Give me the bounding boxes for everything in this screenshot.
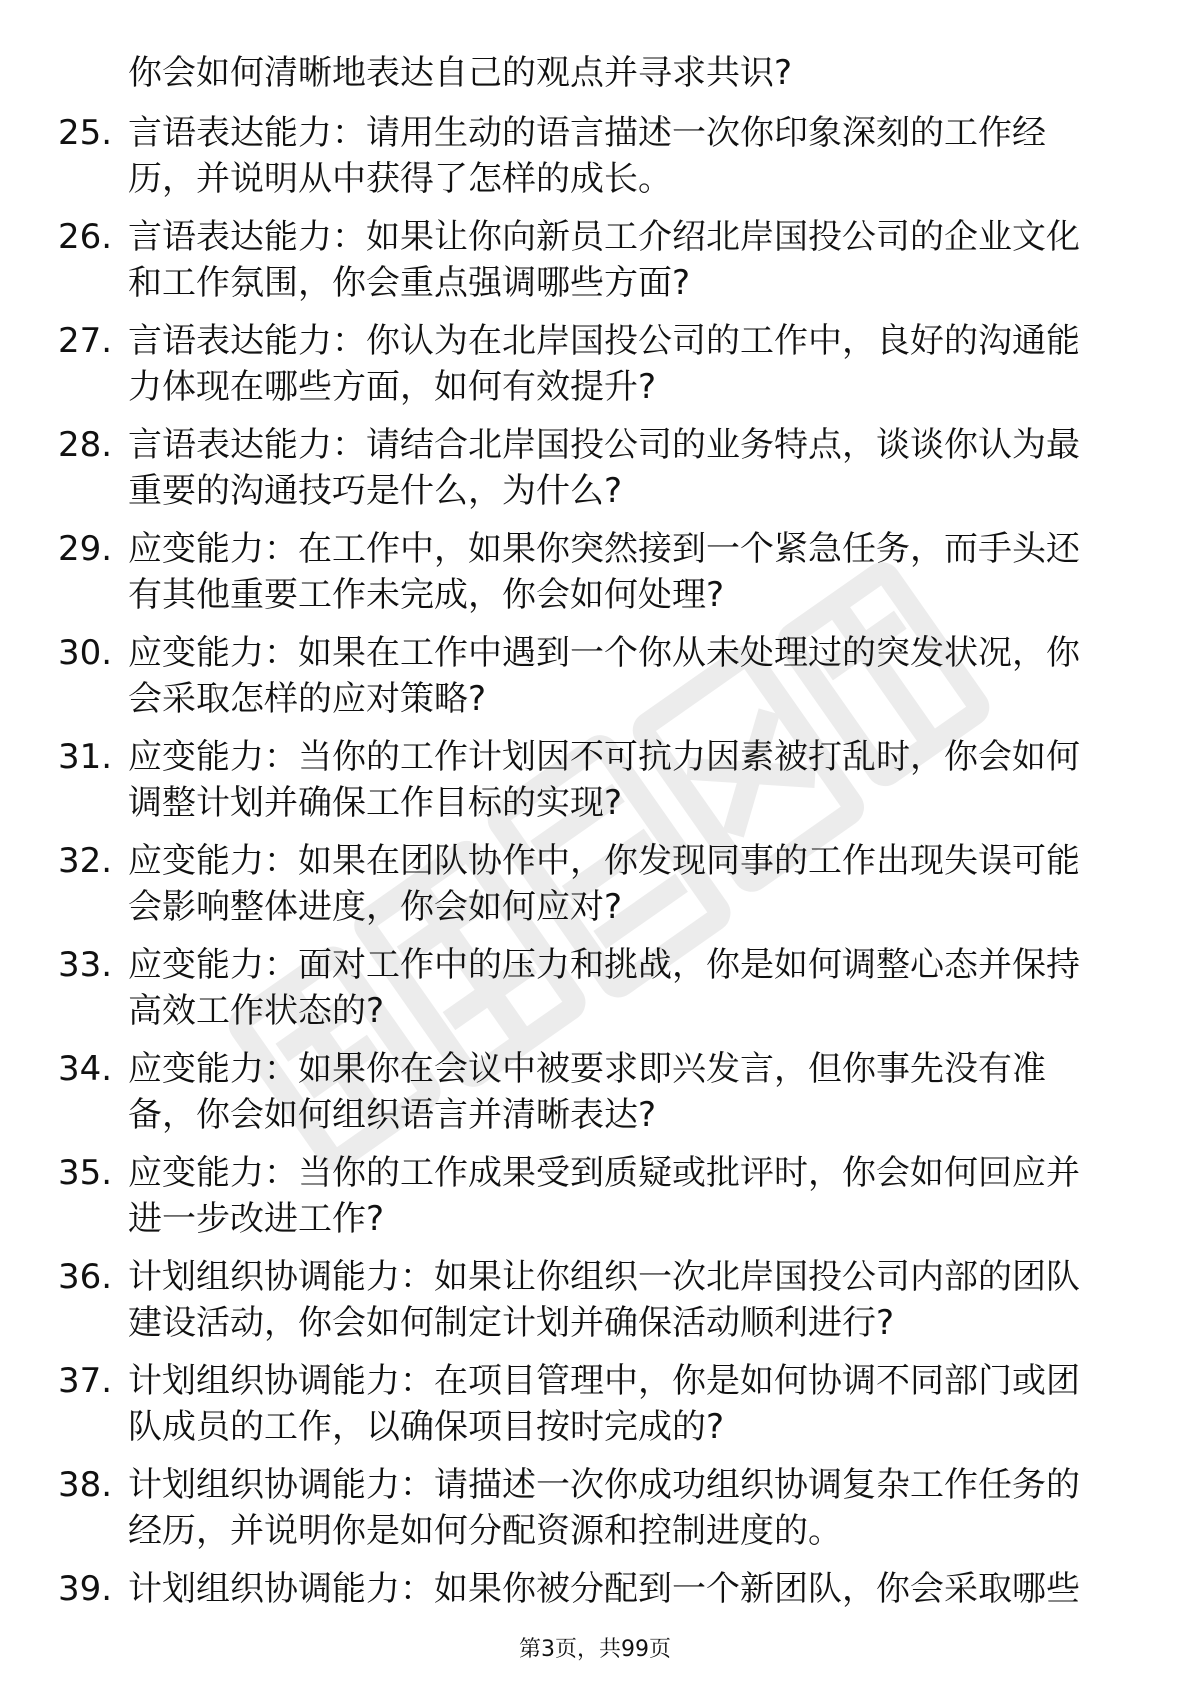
question-text	[128, 1150, 1138, 1242]
question-line: 应变能力：当你的工作成果受到质疑或批评时，你会如何回应并	[128, 1153, 1080, 1193]
question-number: 31.	[58, 737, 113, 777]
question-number: 35.	[58, 1153, 113, 1193]
question-text	[128, 1358, 1138, 1450]
question-item	[0, 1150, 1190, 1254]
question-line: 有其他重要工作未完成，你会如何处理?	[128, 575, 725, 615]
question-line: 应变能力：面对工作中的压力和挑战，你是如何调整心态并保持	[128, 945, 1080, 985]
question-item	[0, 422, 1190, 526]
question-number: 32.	[58, 841, 113, 881]
question-line: 应变能力：如果在工作中遇到一个你从未处理过的突发状况，你	[128, 633, 1080, 673]
question-text	[128, 942, 1138, 1034]
question-item	[0, 630, 1190, 734]
question-text	[128, 1462, 1138, 1554]
question-number: 37.	[58, 1361, 113, 1401]
question-number: 34.	[58, 1049, 113, 1089]
question-line: 应变能力：当你的工作计划因不可抗力因素被打乱时，你会如何	[128, 737, 1080, 777]
question-line: 应变能力：如果你在会议中被要求即兴发言，但你事先没有准	[128, 1049, 1046, 1089]
question-line: 经历，并说明你是如何分配资源和控制进度的。	[128, 1511, 842, 1551]
question-line: 言语表达能力：你认为在北岸国投公司的工作中，良好的沟通能	[128, 321, 1080, 361]
question-line: 进一步改进工作?	[128, 1199, 385, 1239]
question-line: 力体现在哪些方面，如何有效提升?	[128, 367, 657, 407]
question-line: 计划组织协调能力：在项目管理中，你是如何协调不同部门或团	[128, 1361, 1080, 1401]
question-line: 和工作氛围，你会重点强调哪些方面?	[128, 263, 691, 303]
question-text	[128, 422, 1138, 514]
question-number: 25.	[58, 113, 113, 153]
question-line: 队成员的工作，以确保项目按时完成的?	[128, 1407, 725, 1447]
question-number: 28.	[58, 425, 113, 465]
question-line: 会影响整体进度，你会如何应对?	[128, 887, 623, 927]
question-text	[128, 630, 1138, 722]
question-line: 计划组织协调能力：请描述一次你成功组织协调复杂工作任务的	[128, 1465, 1080, 1505]
question-text	[128, 318, 1138, 410]
question-number: 33.	[58, 945, 113, 985]
question-line: 备，你会如何组织语言并清晰表达?	[128, 1095, 657, 1135]
question-line: 计划组织协调能力：如果你被分配到一个新团队，你会采取哪些	[128, 1569, 1080, 1609]
question-line: 历，并说明从中获得了怎样的成长。	[128, 159, 672, 199]
question-item	[0, 1046, 1190, 1150]
question-item	[0, 942, 1190, 1046]
question-number: 39.	[58, 1569, 113, 1609]
question-line: 应变能力：在工作中，如果你突然接到一个紧急任务，而手头还	[128, 529, 1080, 569]
question-text	[128, 1046, 1138, 1138]
question-number: 38.	[58, 1465, 113, 1505]
question-number: 26.	[58, 217, 113, 257]
continued-question-text: 你会如何清晰地表达自己的观点并寻求共识?	[128, 53, 793, 93]
page-number-footer: 第3页，共99页	[519, 1637, 671, 1662]
question-text	[128, 1566, 1138, 1612]
question-item	[0, 110, 1190, 214]
question-number: 36.	[58, 1257, 113, 1297]
question-text	[128, 110, 1138, 202]
question-item	[0, 526, 1190, 630]
question-line: 会采取怎样的应对策略?	[128, 679, 487, 719]
question-item	[0, 734, 1190, 838]
question-line: 言语表达能力：如果让你向新员工介绍北岸国投公司的企业文化	[128, 217, 1080, 257]
question-item	[0, 318, 1190, 422]
question-text	[128, 526, 1138, 618]
question-line: 重要的沟通技巧是什么，为什么?	[128, 471, 623, 511]
question-line: 言语表达能力：请结合北岸国投公司的业务特点，谈谈你认为最	[128, 425, 1080, 465]
question-number: 27.	[58, 321, 113, 361]
question-line: 高效工作状态的?	[128, 991, 385, 1031]
question-text	[128, 838, 1138, 930]
question-line: 言语表达能力：请用生动的语言描述一次你印象深刻的工作经	[128, 113, 1046, 153]
question-line: 计划组织协调能力：如果让你组织一次北岸国投公司内部的团队	[128, 1257, 1080, 1297]
question-item	[0, 1358, 1190, 1462]
question-line: 应变能力：如果在团队协作中，你发现同事的工作出现失误可能	[128, 841, 1080, 881]
question-line: 建设活动，你会如何制定计划并确保活动顺利进行?	[128, 1303, 895, 1343]
question-item	[0, 1254, 1190, 1358]
question-list	[0, 110, 1190, 1670]
question-line: 调整计划并确保工作目标的实现?	[128, 783, 623, 823]
question-number: 29.	[58, 529, 113, 569]
question-text	[128, 734, 1138, 826]
question-number: 30.	[58, 633, 113, 673]
question-item	[0, 1462, 1190, 1566]
question-text	[128, 214, 1138, 306]
question-item	[0, 214, 1190, 318]
question-text	[128, 1254, 1138, 1346]
question-item	[0, 838, 1190, 942]
